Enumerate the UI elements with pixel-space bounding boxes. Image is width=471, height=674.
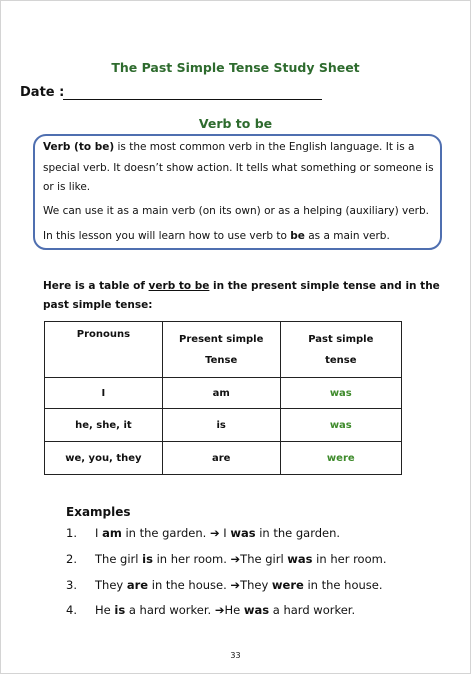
examples-heading: Examples (66, 505, 131, 519)
example-text: in the garden. (255, 526, 341, 540)
header-line: tense (325, 355, 357, 366)
example-past-verb: was (243, 603, 270, 617)
example-text: The girl (240, 552, 288, 566)
header-pronouns: Pronouns (45, 322, 163, 378)
example-present-verb: is (142, 552, 153, 566)
table-header-row (45, 322, 402, 378)
pronoun-cell: we, you, they (45, 442, 163, 475)
example-text: in her room. (152, 552, 231, 566)
callout-line-2: special verb. It doesn’t show action. It tells what something or someone is (43, 162, 434, 174)
example-text: a hard worker. (125, 603, 215, 617)
example-text: in her room. (312, 552, 387, 566)
header-line: Present simple (179, 334, 264, 345)
right-arrow-icon: ➔ (230, 578, 241, 592)
callout-line-4: We can use it as a main verb (on its own) or as a helping (auxiliary) verb. (43, 205, 430, 217)
example-number: 3. (66, 578, 77, 592)
example-past-verb: was (287, 552, 313, 566)
example-present-verb: am (102, 526, 122, 540)
header-line: Tense (205, 355, 238, 366)
past-cell: was (280, 409, 401, 442)
pronoun-cell: he, she, it (45, 409, 163, 442)
table-intro-line-2: past simple tense: (43, 299, 153, 311)
header-past-simple (280, 322, 401, 378)
intro-text: Here is a table of (43, 280, 149, 292)
example-text: I (95, 526, 103, 540)
header-present-simple (162, 322, 280, 378)
example-past-verb: was (230, 526, 256, 540)
present-cell: is (162, 409, 280, 442)
past-cell: were (280, 442, 401, 475)
table-intro-line-1 (43, 280, 440, 292)
right-arrow-icon: ➔ (209, 526, 220, 540)
present-cell: am (162, 378, 280, 409)
callout-text: is the most common verb in the English language. It is a (114, 141, 415, 153)
intro-underlined-term: verb to be (148, 280, 210, 292)
pronoun-cell: I (45, 378, 163, 409)
example-past-verb: were (271, 578, 304, 592)
page-number: 33 (230, 651, 241, 660)
date-label: Date : (20, 85, 65, 100)
callout-bold-word: be (290, 230, 305, 242)
example-text: They (240, 578, 272, 592)
table-row (45, 409, 402, 442)
callout-text: In this lesson you will learn how to use verb to (43, 230, 291, 242)
header-line: Past simple (308, 334, 374, 345)
verb-to-be-table (44, 321, 402, 475)
example-item (66, 526, 340, 540)
callout-line-1 (43, 141, 414, 153)
example-number: 2. (66, 552, 77, 566)
table-row (45, 442, 402, 475)
page-title: The Past Simple Tense Study Sheet (111, 60, 360, 75)
example-item (66, 578, 383, 592)
right-arrow-icon: ➔ (230, 552, 241, 566)
example-text: in the house. (148, 578, 231, 592)
example-item (66, 603, 355, 617)
right-arrow-icon: ➔ (214, 603, 225, 617)
present-cell: are (162, 442, 280, 475)
example-text: He (95, 603, 115, 617)
example-number: 4. (66, 603, 77, 617)
example-item (66, 552, 386, 566)
example-text: They (95, 578, 127, 592)
example-text: The girl (95, 552, 143, 566)
example-present-verb: are (126, 578, 149, 592)
date-fill-line (63, 99, 322, 100)
intro-text: in the present simple tense and in the (209, 280, 440, 292)
callout-term: Verb (to be) (43, 141, 115, 153)
example-text: I (219, 526, 231, 540)
example-text: a hard worker. (269, 603, 356, 617)
callout-text: as a main verb. (304, 230, 390, 242)
past-cell: was (280, 378, 401, 409)
example-present-verb: is (114, 603, 126, 617)
example-text: in the house. (303, 578, 383, 592)
callout-line-5 (43, 230, 390, 242)
example-text: He (224, 603, 244, 617)
example-text: in the garden. (121, 526, 210, 540)
table-row (45, 378, 402, 409)
example-number: 1. (66, 526, 77, 540)
section-subtitle: Verb to be (198, 116, 273, 131)
callout-line-3: or is like. (43, 181, 91, 193)
